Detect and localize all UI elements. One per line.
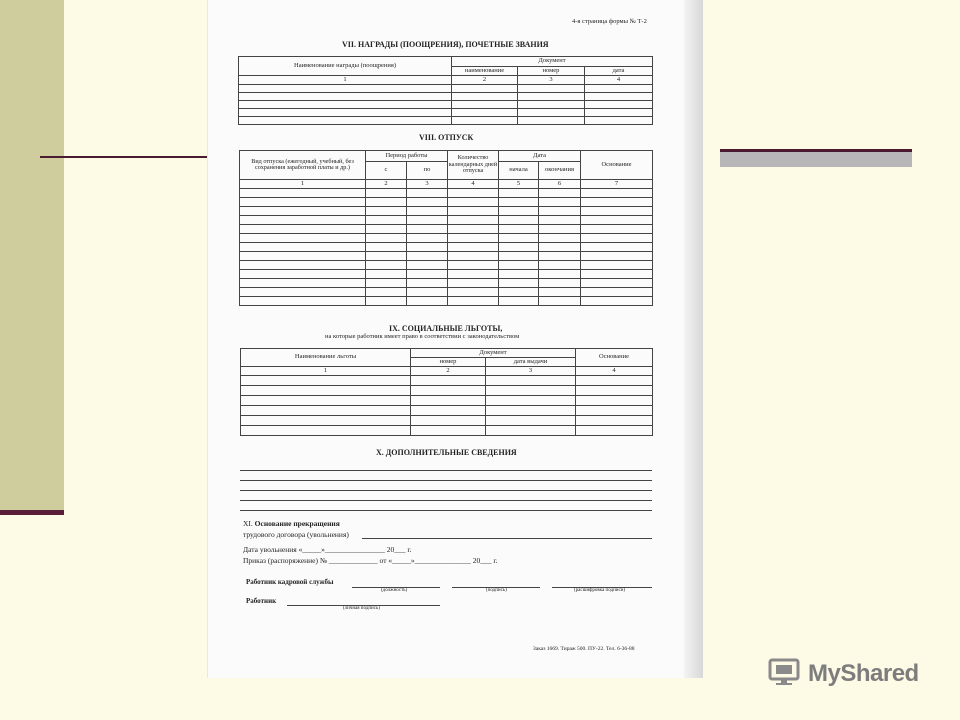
table-row (241, 416, 653, 426)
col-number: 2 (366, 180, 407, 189)
table-row (240, 198, 653, 207)
info-line (240, 510, 652, 511)
table-row (239, 109, 653, 117)
table-row (239, 85, 653, 93)
benefits-col-issue-date: дата выдачи (486, 358, 576, 367)
table-row (241, 426, 653, 436)
employee-label: Работник (246, 597, 277, 605)
monitor-icon (768, 657, 804, 687)
section10-title: X. ДОПОЛНИТЕЛЬНЫЕ СВЕДЕНИЯ (376, 448, 517, 457)
decorative-bar-right (720, 149, 912, 167)
col-number: 6 (539, 180, 581, 189)
col-number: 4 (448, 180, 499, 189)
benefits-col-name: Наименование льготы (241, 349, 411, 367)
benefits-col-basis: Основание (576, 349, 653, 367)
table-row (240, 261, 653, 270)
section11-heading (243, 519, 340, 528)
col-number: 7 (581, 180, 653, 189)
table-row (240, 297, 653, 306)
benefits-table (240, 348, 653, 436)
col-number: 2 (452, 76, 518, 85)
page-label: 4-я страница формы № Т-2 (572, 18, 647, 25)
awards-table (238, 56, 653, 125)
col-number: 5 (499, 180, 539, 189)
table-row (241, 386, 653, 396)
vacation-col-to: по (407, 162, 448, 180)
signature-caption: (подпись) (486, 588, 507, 593)
order-line: Приказ (распоряжение) № _____________ от «_____»_______________ 20___ г. (243, 556, 498, 565)
col-number: 2 (411, 367, 486, 376)
vacation-col-type: Вид отпуска (ежегодный, учебный, без сохранения заработной платы и др.) (240, 151, 366, 180)
table-row (240, 270, 653, 279)
table-row (240, 243, 653, 252)
col-number: 3 (486, 367, 576, 376)
hr-worker-label: Работник кадровой службы (246, 578, 334, 586)
section9-title: IX. СОЦИАЛЬНЫЕ ЛЬГОТЫ, (389, 324, 503, 333)
vacation-col-period: Период работы (366, 151, 448, 162)
vacation-col-from: с (366, 162, 407, 180)
section11-title: Основание прекращения (254, 519, 340, 528)
table-row (240, 279, 653, 288)
awards-col-doc-number: номер (518, 67, 585, 76)
page-edge-shadow (684, 0, 702, 678)
decode-caption: (расшифровка подписи) (574, 588, 626, 593)
vacation-col-basis: Основание (581, 151, 653, 180)
table-row (241, 376, 653, 386)
table-row (240, 207, 653, 216)
termination-basis-line (362, 538, 652, 539)
personal-signature-caption: (личная подпись) (343, 606, 380, 611)
info-line (240, 470, 652, 471)
vacation-table (239, 150, 653, 306)
table-row (240, 288, 653, 297)
decorative-left-strip-base (0, 510, 64, 515)
table-row (239, 93, 653, 101)
table-row (241, 406, 653, 416)
info-line (240, 490, 652, 491)
awards-col-doc-name: наименование (452, 67, 518, 76)
vacation-col-date: Дата (499, 151, 581, 162)
awards-col-doc-date: дата (585, 67, 653, 76)
col-number: 3 (518, 76, 585, 85)
position-caption: (должность) (381, 588, 408, 593)
awards-col-name: Наименование награды (поощрения) (239, 57, 452, 76)
table-row (240, 234, 653, 243)
awards-col-document: Документ (452, 57, 653, 67)
decorative-line-left (40, 156, 210, 158)
vacation-col-days: Количество календарных дней отпуска (448, 151, 499, 180)
benefits-col-number: номер (411, 358, 486, 367)
brand-logo-text[interactable]: MyShared (808, 660, 919, 687)
col-number: 4 (585, 76, 653, 85)
table-row (240, 189, 653, 198)
vacation-col-start: начала (499, 162, 539, 180)
table-row (241, 396, 653, 406)
table-row (240, 252, 653, 261)
table-row (240, 225, 653, 234)
col-number: 1 (241, 367, 411, 376)
section9-subtitle: на которые работник имеет право в соответствии с законодательством (325, 333, 520, 340)
table-row (239, 117, 653, 125)
section11-prefix: XI. (243, 519, 253, 528)
col-number: 3 (407, 180, 448, 189)
section7-title: VII. НАГРАДЫ (ПООЩРЕНИЯ), ПОЧЕТНЫЕ ЗВАНИЯ (342, 40, 549, 49)
col-number: 1 (240, 180, 366, 189)
dismissal-date: Дата увольнения «_____»________________ 20___ г. (243, 545, 412, 554)
col-number: 4 (576, 367, 653, 376)
info-line (240, 500, 652, 501)
col-number: 1 (239, 76, 452, 85)
section11-line2: трудового договора (увольнения) (243, 530, 349, 539)
info-line (240, 480, 652, 481)
benefits-col-document: Документ (411, 349, 576, 358)
table-row (239, 101, 653, 109)
vacation-col-end: окончания (539, 162, 581, 180)
section8-title: VIII. ОТПУСК (419, 133, 474, 142)
decorative-left-strip (0, 0, 64, 512)
print-footer: Заказ 1669. Тираж 500. ПУ-22. Тел. 6-36-88 (533, 646, 635, 652)
table-row (240, 216, 653, 225)
